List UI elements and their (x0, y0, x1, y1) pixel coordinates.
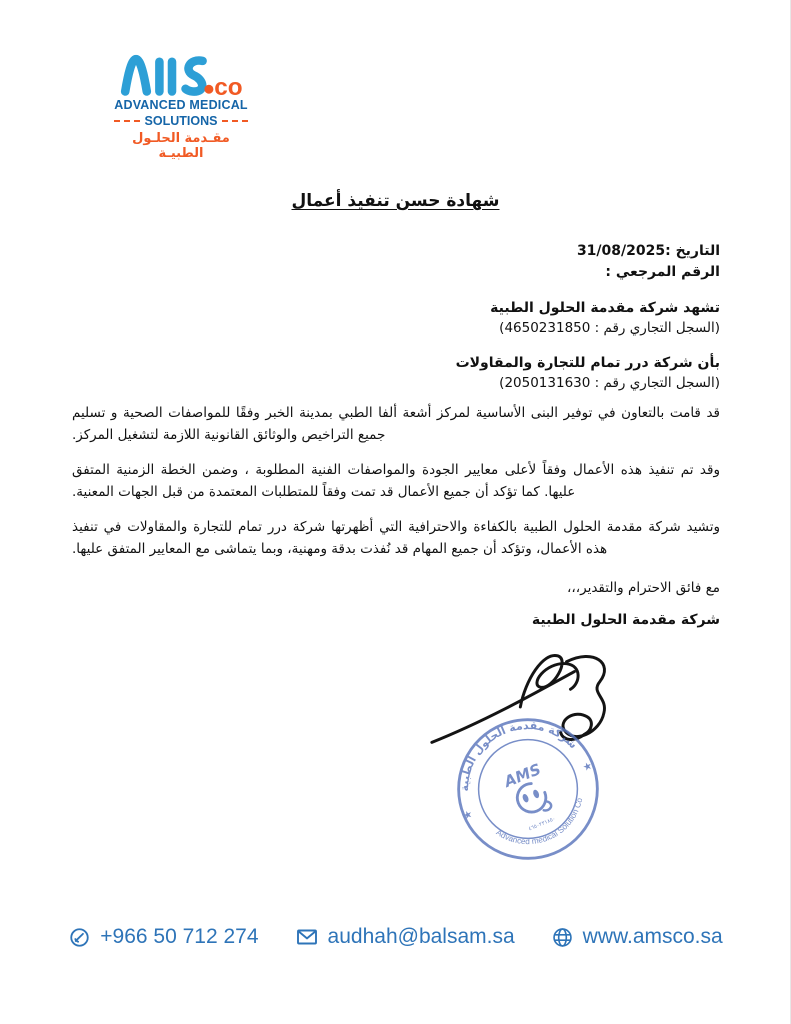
attestation-block (456, 298, 720, 393)
logo-arabic-tagline: مقـدمة الحلـول الطبيـة (132, 131, 230, 161)
website-url: www.amsco.sa (582, 925, 723, 948)
company-logo (114, 50, 248, 161)
subject-company: بأن شركة درر تمام للتجارة والمقاولات (455, 355, 720, 371)
date-line: التاريخ :31/08/2025 (576, 243, 720, 259)
globe-icon (551, 926, 574, 949)
logo-dash-left (114, 120, 140, 122)
stamp-logo-mark: AMS (501, 760, 544, 791)
logo-dash-right (222, 120, 248, 122)
meta-block (577, 241, 720, 283)
email-contact (295, 925, 515, 949)
stamp-arabic-arc-text: شركة مقدمة الحلول الطبية (458, 719, 580, 792)
phone-number: +966 50 712 274 (100, 925, 259, 948)
stamp-star-left-icon: ★ (461, 807, 475, 823)
stamp-cr-number: ٤٦٥٠٢٣١٨٥٠ (527, 816, 557, 833)
email-address: audhah@balsam.sa (327, 925, 515, 948)
logo-dot (204, 85, 213, 94)
issuer-company: تشهد شركة مقدمة الحلول الطبية (490, 300, 720, 316)
letter-body (72, 403, 720, 574)
logo-text-advanced-medical: ADVANCED MEDICAL (114, 98, 248, 112)
closing-company-name: شركة مقدمة الحلول الطبية (531, 612, 720, 628)
stamp-english-arc-text: Advanced medical Solution Co (494, 797, 585, 847)
phone-contact (68, 925, 258, 949)
issuer-cr-number: (السجل التجاري رقم : 4650231850) (499, 320, 720, 336)
subject-cr-number: (السجل التجاري رقم : 2050131630) (499, 375, 720, 391)
website-contact (551, 925, 723, 949)
logo-text-solutions-row (114, 114, 248, 128)
phone-icon (68, 926, 91, 949)
stamp-star-right-icon: ★ (581, 759, 595, 775)
ams-logo-mark-icon (118, 50, 244, 97)
paragraph-quality: وقد تم تنفيذ هذه الأعمال وفقاً لأعلى معايير الجودة والمواصفات الفنية المطلوبة ، وضمن الخطة الزمنية المتفق عليها. كما تؤكد أن جميع الأعمال قد تمت وفقاً للمتطلبات المعتمدة من قبل الجهات المعنية. (72, 462, 720, 500)
closing-regards: مع فائق الاحترام والتقدير،،، (567, 580, 720, 596)
reference-line: الرقم المرجعي : (605, 264, 720, 280)
logo-text-solutions: SOLUTIONS (144, 114, 218, 128)
paragraph-commendation: وتشيد شركة مقدمة الحلول الطبية بالكفاءة والاحترافية التي أظهرتها شركة درر تمام للتجارة والمقاولات في تنفيذ هذه الأعمال، وتؤكد أن جميع المهام قد نُفذت بدقة ومهنية، وبما يتماشى مع المعايير المتفق عليها. (72, 519, 720, 557)
envelope-icon (295, 925, 319, 949)
paragraph-scope: قد قامت بالتعاون في توفير البنى الأساسية لمركز أشعة ألفا الطبي بمدينة الخبر وفقًا للمواصفات الصحية و تسليم جميع التراخيص والوثائق القانونية اللازمة لتشغيل المركز. (72, 405, 720, 443)
certificate-title: شهادة حسن تنفيذ أعمال (291, 191, 500, 211)
contact-footer (0, 925, 791, 949)
logo-suffix: co (214, 74, 243, 97)
